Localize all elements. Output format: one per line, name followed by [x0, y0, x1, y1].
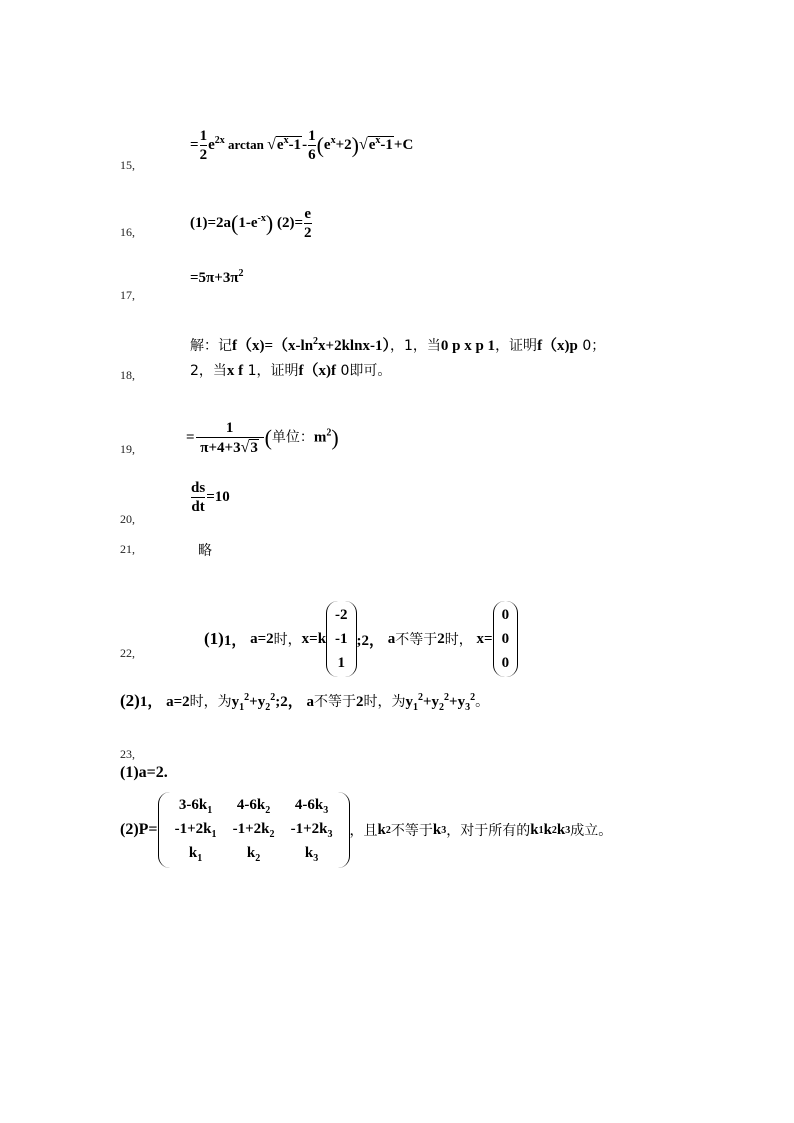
- subscript: 2: [385, 824, 391, 836]
- fraction-e-over-2: [304, 206, 312, 241]
- sqrt-exp: x: [283, 134, 289, 146]
- item-number-19: 19,: [120, 442, 135, 456]
- answer-19-formula: [186, 420, 339, 456]
- right-paren: ): [331, 425, 339, 451]
- entry-text: 4-6k: [294, 796, 324, 813]
- claim: f（x)f: [298, 363, 337, 379]
- sqrt-content: [276, 136, 302, 153]
- right-paren: ): [265, 210, 274, 236]
- not-equal-label: 不等于: [390, 823, 433, 839]
- numerator: 1: [199, 128, 208, 144]
- subscript: 3: [323, 804, 329, 816]
- var-y: y: [231, 694, 240, 710]
- entry-text: 4-6k: [236, 796, 266, 813]
- var-y: y: [405, 694, 413, 710]
- left-paren: (: [231, 210, 239, 236]
- prove-label: ，证明: [495, 338, 538, 354]
- var-k: k: [377, 821, 386, 838]
- answer-18-line-2: [190, 359, 391, 380]
- subscript: 3: [565, 824, 571, 836]
- superscript: 2: [417, 692, 423, 703]
- for-all-label: ，对于所有的: [446, 823, 531, 839]
- case-two: ;2，: [275, 694, 303, 710]
- plus-sign: +: [422, 694, 432, 710]
- var-y: y: [431, 694, 440, 710]
- condition: a=2: [250, 630, 274, 647]
- equals-sign: =: [190, 136, 199, 153]
- var-k: k: [530, 821, 539, 838]
- sqrt-base: e: [368, 136, 376, 153]
- subscript: 2: [265, 702, 271, 713]
- var-a: a: [387, 630, 396, 647]
- left-paren: (: [264, 425, 272, 451]
- case-one: ，1，当: [389, 338, 441, 354]
- answer-18-line-1: [190, 334, 605, 355]
- when-label: 时，: [444, 632, 473, 648]
- part-two-prefix: (2)P=: [120, 821, 158, 838]
- when-label: 时，为: [189, 694, 232, 710]
- answer-21-text: 略: [198, 543, 212, 559]
- denominator: 6: [308, 146, 316, 163]
- matrix-entry: [225, 821, 283, 840]
- function-def: f（x)=（x-ln: [232, 338, 314, 354]
- matrix-entry: [283, 845, 341, 864]
- subscript: 1: [412, 702, 418, 713]
- item-number-23: 23,: [120, 747, 135, 761]
- subscript: 2: [551, 824, 557, 836]
- subscript: 3: [465, 702, 471, 713]
- plus-two: +2: [335, 136, 352, 153]
- superscript: 2: [444, 692, 450, 703]
- superscript: 2: [470, 692, 476, 703]
- answer-23-line-1: [120, 764, 168, 782]
- left-paren: (: [316, 132, 324, 158]
- arctan-label: arctan: [224, 136, 268, 152]
- claim-tail: 0；: [577, 338, 606, 354]
- exp-base: e: [208, 136, 215, 153]
- function-def-tail: x+2klnx-1）: [318, 338, 390, 354]
- denominator: [196, 437, 264, 457]
- right-paren: ): [351, 132, 359, 158]
- value-two: 2: [355, 694, 364, 710]
- one-minus-e: 1-e: [238, 214, 258, 231]
- radical-sign: √: [240, 438, 250, 456]
- numerator: ds: [191, 480, 206, 496]
- vector-entry: 0: [501, 654, 510, 671]
- entry-text: k: [304, 844, 314, 861]
- condition: 0 p x p 1: [440, 338, 496, 354]
- matrix-entry: [167, 845, 225, 864]
- subscript: 3: [313, 852, 319, 864]
- plus-sign: +: [249, 694, 258, 710]
- denominator-text: π+4+3: [200, 439, 241, 456]
- item-number-18: 18,: [120, 368, 135, 382]
- condition: x f: [226, 363, 244, 379]
- numerator: e: [304, 206, 312, 222]
- sqrt-content: [368, 136, 394, 153]
- claim-tail: 0即可。: [336, 363, 392, 379]
- var-y: y: [257, 694, 266, 710]
- item-number-16: 16,: [120, 225, 135, 239]
- exp-power: 2: [313, 336, 319, 347]
- vector-entry: -2: [335, 606, 348, 623]
- var-k: k: [432, 821, 442, 838]
- denominator: 2: [304, 224, 312, 241]
- fraction-one-sixth: [308, 128, 316, 163]
- item-number-15: 15,: [120, 158, 135, 172]
- sqrt-tail: -1: [380, 136, 393, 153]
- subscript: 1: [239, 702, 245, 713]
- answer-15-formula: [190, 128, 413, 163]
- case-two: 2，当: [190, 363, 227, 379]
- holds-label: 成立。: [570, 823, 613, 839]
- numerator: 1: [225, 420, 234, 436]
- matrix-entry: [167, 797, 225, 816]
- exp-power: -x: [257, 212, 266, 224]
- item-number-17: 17,: [120, 288, 135, 302]
- fraction: [196, 420, 264, 456]
- subscript: 1: [207, 804, 213, 816]
- minus-sign: -: [302, 136, 308, 153]
- vector-entry: 1: [337, 654, 346, 671]
- plus-sign: +: [449, 694, 458, 710]
- vector-entry: 0: [501, 630, 510, 647]
- superscript: 2: [270, 692, 276, 703]
- superscript: 2: [244, 692, 250, 703]
- fraction-ds-dt: [191, 480, 205, 515]
- entry-text: 3-6k: [178, 796, 208, 813]
- unit-label: 单位：: [271, 429, 314, 446]
- exp-base: e: [323, 136, 331, 153]
- fraction-one-half: [200, 128, 208, 163]
- equals-sign: =: [186, 429, 195, 446]
- part-one: (1)a=2.: [120, 764, 168, 781]
- exp-power: x: [330, 134, 336, 146]
- vector-entry: 0: [501, 606, 510, 623]
- case-one: 1，: [139, 694, 163, 710]
- answer-23-line-2: [120, 792, 612, 868]
- vector-entry: -1: [335, 630, 348, 647]
- part-two: (2)=: [273, 214, 303, 231]
- subscript: 1: [538, 824, 544, 836]
- subscript: 3: [441, 824, 447, 836]
- entry-text: k: [246, 844, 256, 861]
- matrix-entry: [225, 845, 283, 864]
- prove-label: 1，证明: [243, 363, 299, 379]
- sqrt-exp: x: [375, 134, 381, 146]
- claim: f（x)p: [537, 338, 578, 354]
- subscript: 2: [269, 828, 275, 840]
- matrix-entry: [283, 797, 341, 816]
- case-one: 1，: [223, 632, 247, 649]
- and-label: ，且: [349, 823, 378, 839]
- part-one: (1): [204, 629, 224, 648]
- subscript: 2: [265, 804, 271, 816]
- entry-text: -1+2k: [174, 820, 212, 837]
- matrix-entry: [167, 821, 225, 840]
- when-label: 时，为: [363, 694, 406, 710]
- answer-16-formula: [190, 206, 313, 241]
- matrix-p: [158, 792, 350, 868]
- case-two: ;2，: [356, 632, 385, 649]
- matrix-entry: [225, 797, 283, 816]
- entry-text: -1+2k: [232, 820, 270, 837]
- solution-label: 解：记: [190, 338, 232, 354]
- var-y: y: [457, 694, 466, 710]
- vector-k: [326, 601, 357, 677]
- not-equal-label: 不等于: [395, 632, 438, 648]
- item-number-20: 20,: [120, 512, 135, 526]
- part-one: (1)=2a: [190, 214, 232, 231]
- solution-prefix: x=: [476, 630, 493, 647]
- subscript: 1: [211, 828, 217, 840]
- subscript: 1: [197, 852, 203, 864]
- sqrt-content: 3: [250, 439, 258, 456]
- part-two: (2): [120, 691, 140, 710]
- sqrt-base: e: [276, 136, 284, 153]
- exp-power: 2x: [214, 134, 225, 146]
- var-k: k: [556, 821, 566, 838]
- answer-22-line-1: [204, 601, 518, 677]
- value-two: 2: [437, 630, 445, 647]
- matrix-entry: [283, 821, 341, 840]
- var-k: k: [543, 821, 552, 838]
- not-equal-label: 不等于: [313, 694, 356, 710]
- entry-text: -1+2k: [290, 820, 328, 837]
- radical-sign: √: [267, 135, 276, 153]
- constant-c: +C: [393, 136, 414, 153]
- radical-sign: √: [358, 135, 368, 153]
- item-number-22: 22,: [120, 646, 135, 660]
- condition: a=2: [166, 694, 190, 710]
- when-label: 时，: [273, 632, 302, 648]
- solution-prefix: x=k: [301, 630, 327, 647]
- unit-m: m: [313, 429, 327, 446]
- equals-value: =10: [206, 488, 230, 505]
- numerator: 1: [308, 128, 316, 144]
- zero-vector: [493, 601, 519, 677]
- denominator: 2: [199, 146, 208, 163]
- formula-text: =5π+3π: [190, 270, 239, 286]
- answer-22-line-2: [120, 690, 489, 713]
- denominator: dt: [191, 498, 205, 515]
- unit-exp: 2: [326, 427, 332, 439]
- subscript: 2: [439, 702, 445, 713]
- answer-17-formula: [190, 268, 244, 287]
- subscript: 3: [327, 828, 333, 840]
- sqrt-tail: -1: [288, 136, 302, 153]
- entry-text: k: [188, 844, 198, 861]
- answer-20-formula: [190, 480, 230, 515]
- var-a: a: [306, 694, 314, 710]
- item-number-21: 21,: [120, 542, 135, 556]
- subscript: 2: [255, 852, 261, 864]
- exp-power: 2: [238, 268, 244, 279]
- period: 。: [475, 694, 490, 710]
